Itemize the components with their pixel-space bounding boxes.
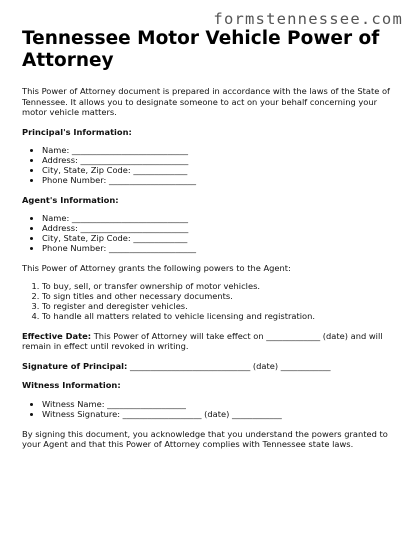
witness-heading: Witness Information: xyxy=(22,380,121,391)
witness-fields xyxy=(22,400,400,420)
power-item: 4. To handle all matters related to vehicle licensing and registration. xyxy=(42,312,400,322)
agent-heading: Agent's Information: xyxy=(22,194,119,205)
effective-date-text: This Power of Attorney will take effect on _____________ (date) and will remain in effect until revoked in writing. xyxy=(22,330,383,352)
agent-address-field: • Address: __________________________ xyxy=(42,224,400,234)
power-item: 1. To buy, sell, or transfer ownership of motor vehicles. xyxy=(42,282,400,292)
principal-name-field: • Name: ____________________________ xyxy=(42,146,400,156)
witness-signature-field: • Witness Signature: ___________________ (date) ____________ xyxy=(42,410,400,420)
power-item: 3. To register and deregister vehicles. xyxy=(42,302,400,312)
principal-fields xyxy=(22,146,400,186)
document-page xyxy=(22,28,400,450)
intro-paragraph: This Power of Attorney document is prepared in accordance with the laws of the State of Tennessee. It allows you to designate someone to act on your behalf concerning your motor vehicle matters. xyxy=(22,86,390,117)
signature-text: _____________________________ (date) ____________ xyxy=(127,360,331,371)
witness-name-field: • Witness Name: ___________________ xyxy=(42,400,400,410)
page-title: Tennessee Motor Vehicle Power of Attorney xyxy=(22,28,380,71)
agent-phone-field: • Phone Number: _____________________ xyxy=(42,244,400,254)
agent-city-field: • City, State, Zip Code: _____________ xyxy=(42,234,400,244)
effective-date-paragraph xyxy=(22,331,400,352)
principal-heading: Principal's Information: xyxy=(22,126,132,137)
closing-paragraph: By signing this document, you acknowledge that you understand the powers granted to your Agent and that this Power of Attorney complies with Tennessee state laws. xyxy=(22,428,388,450)
power-item: 2. To sign titles and other necessary documents. xyxy=(42,292,400,302)
signature-line xyxy=(22,361,400,372)
effective-date-label: Effective Date: xyxy=(22,330,92,341)
principal-phone-field: • Phone Number: _____________________ xyxy=(42,176,400,186)
site-watermark: formstennessee.com xyxy=(213,10,403,28)
agent-name-field: • Name: ____________________________ xyxy=(42,214,400,224)
principal-city-field: • City, State, Zip Code: _____________ xyxy=(42,166,400,176)
powers-list xyxy=(22,282,400,322)
signature-label: Signature of Principal: xyxy=(22,360,128,371)
agent-fields xyxy=(22,214,400,254)
principal-address-field: • Address: __________________________ xyxy=(42,156,400,166)
powers-intro: This Power of Attorney grants the following powers to the Agent: xyxy=(22,262,291,273)
